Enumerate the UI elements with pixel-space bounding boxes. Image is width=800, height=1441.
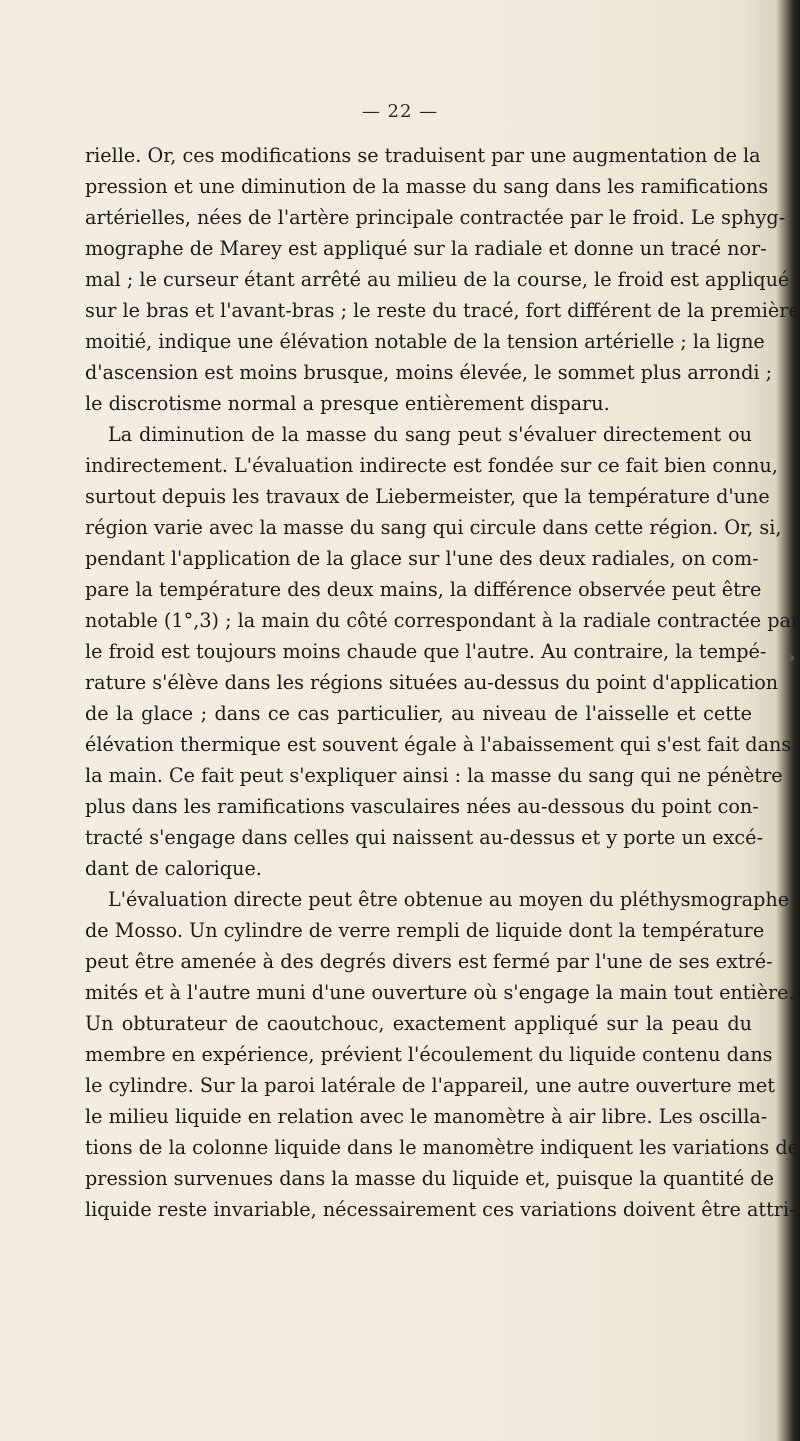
text-line: région varie avec la masse du sang qui circule dans cette région. Or, si,	[85, 516, 782, 539]
paragraph-3	[85, 884, 799, 1225]
text-line: dant de calorique.	[85, 857, 262, 880]
text-line: d'ascension est moins brusque, moins élevée, le sommet plus arrondi ;	[85, 361, 773, 384]
text-line: le discrotisme normal a presque entièrement disparu.	[85, 392, 610, 415]
text-line: de la glace ; dans ce cas particulier, au niveau de l'aisselle et cette	[85, 702, 752, 725]
text-line: pendant l'application de la glace sur l'une des deux radiales, on com-	[85, 547, 759, 570]
text-line: tracté s'engage dans celles qui naissent au-dessus et y porte un excé-	[85, 826, 764, 849]
text-line: élévation thermique est souvent égale à l'abaissement qui s'est fait dans	[85, 733, 792, 756]
text-line: liquide reste invariable, nécessairement ces variations doivent être attri-	[85, 1198, 796, 1221]
page-number: — 22 —	[361, 101, 439, 122]
text-line: rielle. Or, ces modifications se traduisent par une augmentation de la	[85, 144, 761, 167]
text-line: le froid est toujours moins chaude que l'autre. Au contraire, la tempé-	[85, 640, 767, 663]
text-line: la main. Ce fait peut s'expliquer ainsi : la masse du sang qui ne pénètre	[85, 764, 783, 787]
body-text	[85, 140, 800, 1225]
paragraph-1	[85, 140, 800, 419]
text-line: surtout depuis les travaux de Liebermeister, que la température d'une	[85, 485, 770, 508]
text-line: plus dans les ramifications vasculaires nées au-dessous du point con-	[85, 795, 759, 818]
text-line: le milieu liquide en relation avec le manomètre à air libre. Les oscilla-	[85, 1105, 768, 1128]
text-line: le cylindre. Sur la paroi latérale de l'appareil, une autre ouverture met	[85, 1074, 775, 1097]
text-line: pression et une diminution de la masse du sang dans les ramifications	[85, 175, 769, 198]
text-line: mal ; le curseur étant arrêté au milieu de la course, le froid est appliqué	[85, 268, 790, 291]
text-line: mités et à l'autre muni d'une ouverture où s'engage la main tout entière.	[85, 981, 795, 1004]
text-line: La diminution de la masse du sang peut s'évaluer directement ou	[108, 423, 752, 446]
text-line: sur le bras et l'avant-bras ; le reste du tracé, fort différent de la première	[85, 299, 800, 322]
text-line: membre en expérience, prévient l'écoulement du liquide contenu dans	[85, 1043, 773, 1066]
text-line: de Mosso. Un cylindre de verre rempli de liquide dont la température	[85, 919, 765, 942]
text-line: notable (1°,3) ; la main du côté correspondant à la radiale contractée par	[85, 609, 800, 632]
text-line: L'évaluation directe peut être obtenue au moyen du pléthysmographe	[108, 888, 790, 911]
paragraph-2	[85, 419, 800, 884]
text-line: mographe de Marey est appliqué sur la radiale et donne un tracé nor-	[85, 237, 767, 260]
text-line: tions de la colonne liquide dans le manomètre indiquent les variations de	[85, 1136, 799, 1159]
text-line: rature s'élève dans les régions situées au-dessus du point d'application	[85, 671, 779, 694]
text-line: artérielles, nées de l'artère principale contractée par le froid. Le sphyg-	[85, 206, 786, 229]
text-line: peut être amenée à des degrés divers est fermé par l'une de ses extré-	[85, 950, 773, 973]
page-edge-speck	[788, 655, 794, 661]
text-line: Un obturateur de caoutchouc, exactement appliqué sur la peau du	[85, 1012, 752, 1035]
text-line: indirectement. L'évaluation indirecte est fondée sur ce fait bien connu,	[85, 454, 778, 477]
text-line: moitié, indique une élévation notable de la tension artérielle ; la ligne	[85, 330, 765, 353]
text-line: pression survenues dans la masse du liquide et, puisque la quantité de	[85, 1167, 774, 1190]
text-line: pare la température des deux mains, la différence observée peut être	[85, 578, 762, 601]
